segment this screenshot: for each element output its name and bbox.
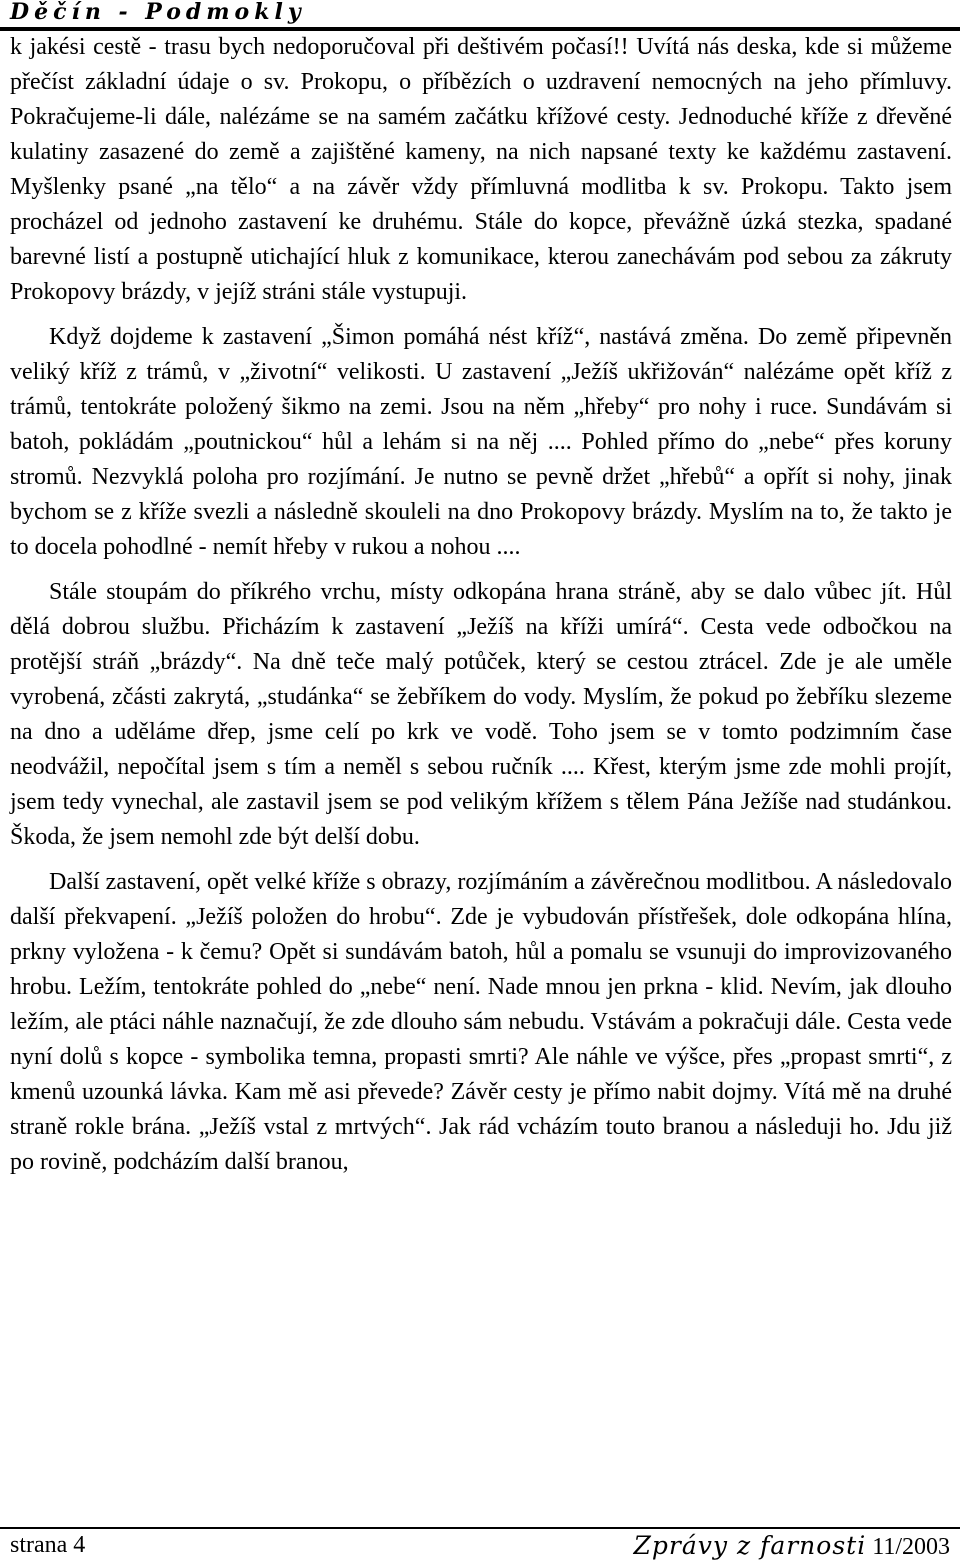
paragraph-2: Když dojdeme k zastavení „Šimon pomáhá nést kříž“, nastává změna. Do země připevněn veliký kříž z trámů, v „životní“ velikosti. U zastavení „Ježíš ukřižován“ nalézáme opět kříž z trámů, tentokráte položený šikmo na zemi. Jsou na něm „hřeby“ pro nohy i ruce. Sundávám si batoh, pokládám „poutnickou“ hůl a lehám si na něj .... Pohled přímo do „nebe“ přes koruny stromů. Nezvyklá poloha pro rozjímání. Je nutno se pevně držet „hřebů“ a opřít si nohy, jinak bychom se z kříže svezli a následně skouleli na dno Prokopovy brázdy. Myslím na to, že takto je to docela pohodlné - nemít hřeby v rukou a nohou .... [10,324,952,560]
publication-info [634,1531,950,1565]
paragraph-3: Stále stoupám do příkrého vrchu, místy odkopána hrana stráně, aby se dalo vůbec jít. Hůl dělá dobrou službu. Přicházím k zastavení „Ježíš na kříži umírá“. Cesta vede odbočkou na protější stráň „brázdy“. Na dně teče malý potůček, který se cestou ztrácel. Zde je ale uměle vyrobená, zčásti zakrytá, „studánka“ se žebříkem do vody. Myslím, že pokud po žebříku slezeme na dno a uděláme dřep, jsme celí po krk ve vodě. Toho jsem se v tomto podzimním čase neodvážil, nepočítal jsem s tím a neměl s sebou ručník .... Křest, kterým jsme zde mohli projít, jsem tedy vynechal, ale zastavil jsem se pod velikým křížem s tělem Pána Ježíše nad studánkou. Škoda, že jsem nemohl zde být delší dobu. [10,579,952,850]
footer-rule [0,1527,960,1529]
paragraph-1: k jakési cestě - trasu bych nedoporučoval při deštivém počasí!! Uvítá nás deska, kde si můžeme přečíst základní údaje o sv. Prokopu, o příbězích o uzdravení nemocných na jeho přímluvy. Pokračujeme-li dále, nalézáme se na samém začátku křížové cesty. Jednoduché kříže z dřevěné kulatiny zasazené do země a zajištěné kameny, na nich napsané texty ke každému zastavení. Myšlenky psané „na tělo“ a na závěr vždy přímluvná modlitba k sv. Prokopu. Takto jsem procházel od jednoho zastavení ke druhému. Stále do kopce, převážně úzká stezka, spadané barevné listí a postupně utichající hluk z komunikace, kterou zanechávám pod sebou za zákruty Prokopovy brázdy, v jejíž stráni stále vystupuji. [10,34,952,305]
article-body [10,30,952,1180]
page-number: strana 4 [10,1532,86,1558]
paragraph-4: Další zastavení, opět velké kříže s obrazy, rozjímáním a závěrečnou modlitbou. A následovalo další překvapení. „Ježíš položen do hrobu“. Zde je vybudován přístřešek, dole odkopána hlína, prkny vyložena - k čemu? Opět si sundávám batoh, hůl a pomalu se vsunuji do improvizovaného hrobu. Ležím, tentokráte pohled do „nebe“ není. Nade mnou jen prkna - klid. Nevím, jak dlouho ležím, ale ptáci náhle naznačují, že zde dlouho sám nebudu. Vstávám a pokračuji dále. Cesta vede nyní dolů s kopce - symbolika temna, propasti smrti? Ale náhle ve výšce, přes „propast smrti“, z kmenů uzounká lávka. Kam mě asi převede? Závěr cesty je přímo nabit dojmy. Vítá mě na druhé straně rokle brána. „Ježíš vstal z mrtvých“. Jak rád vcházím touto branou a následuji ho. Jdu již po rovině, podcházím další branou, [10,869,952,1175]
running-header: Děčín - Podmokly [10,0,306,25]
issue-number: 11/2003 [872,1534,950,1560]
publication-name: Zprávy z farnosti [633,1531,867,1560]
